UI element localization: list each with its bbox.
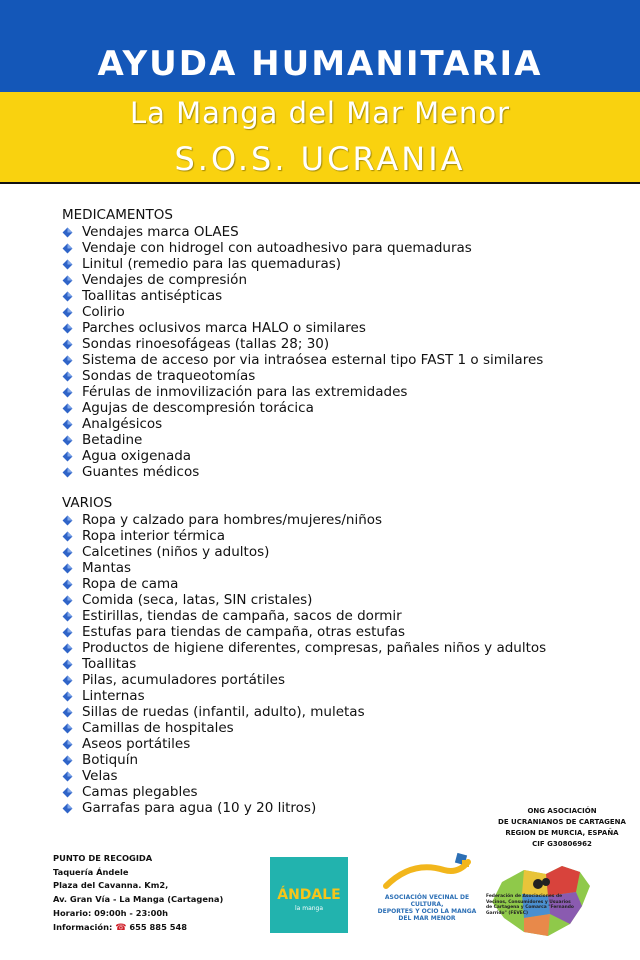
blue-diamond-icon	[62, 675, 73, 686]
blue-diamond-icon	[62, 275, 73, 286]
pickup-contact	[53, 921, 223, 936]
banner-divider	[0, 182, 640, 184]
blue-diamond-icon	[62, 803, 73, 814]
list-item-label: Ropa de cama	[82, 576, 179, 592]
medicamentos-list	[62, 224, 622, 480]
list-item-label: Productos de higiene diferentes, compresas, pañales niños y adultos	[82, 640, 547, 656]
list-item	[62, 656, 622, 672]
blue-diamond-icon	[62, 771, 73, 782]
blue-diamond-icon	[62, 435, 73, 446]
blue-diamond-icon	[62, 755, 73, 766]
asoc-line: DEPORTES Y OCIO LA MANGA	[377, 908, 477, 915]
list-item	[62, 528, 622, 544]
list-item	[62, 336, 622, 352]
list-item-label: Toallitas	[82, 656, 137, 672]
list-item	[62, 672, 622, 688]
list-item-label: Agujas de descompresión torácica	[82, 400, 314, 416]
blue-diamond-icon	[62, 419, 73, 430]
blue-diamond-icon	[62, 307, 73, 318]
list-item-label: Sondas de traqueotomías	[82, 368, 256, 384]
blue-diamond-icon	[62, 387, 73, 398]
list-item-label: Aseos portátiles	[82, 736, 191, 752]
list-item	[62, 224, 622, 240]
list-item-label: Estufas para tiendas de campaña, otras estufas	[82, 624, 406, 640]
list-item-label: Vendajes marca OLAES	[82, 224, 239, 240]
list-item-label: Botiquín	[82, 752, 138, 768]
blue-diamond-icon	[62, 627, 73, 638]
phone-icon: ☎	[115, 922, 127, 933]
blue-diamond-icon	[62, 355, 73, 366]
blue-diamond-icon	[62, 723, 73, 734]
list-item-label: Guantes médicos	[82, 464, 200, 480]
list-item-label: Ropa interior térmica	[82, 528, 225, 544]
blue-diamond-icon	[62, 467, 73, 478]
list-item-label: Colirio	[82, 304, 125, 320]
list-item	[62, 416, 622, 432]
andale-logo-name: ÁNDALE	[277, 887, 341, 903]
list-item	[62, 432, 622, 448]
blue-diamond-icon	[62, 339, 73, 350]
campaign-title: S.O.S. UCRANIA	[174, 140, 466, 178]
list-item-label: Pilas, acumuladores portátiles	[82, 672, 286, 688]
blue-diamond-icon	[62, 371, 73, 382]
varios-section	[62, 494, 622, 816]
page-subtitle: La Manga del Mar Menor	[129, 96, 511, 130]
list-item	[62, 608, 622, 624]
list-item	[62, 704, 622, 720]
list-item	[62, 304, 622, 320]
header-banner	[0, 0, 640, 184]
section-title: MEDICAMENTOS	[62, 207, 173, 223]
pickup-hours: Horario: 09:00h - 23:00h	[53, 907, 169, 918]
blue-diamond-icon	[62, 707, 73, 718]
list-item-label: Sistema de acceso por via intraósea esternal tipo FAST 1 o similares	[82, 352, 544, 368]
blue-diamond-icon	[62, 691, 73, 702]
list-item-label: Toallitas antisépticas	[82, 288, 223, 304]
list-item	[62, 592, 622, 608]
pickup-address: Av. Gran Vía - La Manga (Cartagena)	[53, 894, 224, 905]
list-item	[62, 688, 622, 704]
page-title: AYUDA HUMANITARIA	[97, 44, 543, 84]
blue-diamond-icon	[62, 515, 73, 526]
blue-diamond-icon	[62, 595, 73, 606]
list-item-label: Camillas de hospitales	[82, 720, 234, 736]
list-item-label: Parches oclusivos marca HALO o similares	[82, 320, 366, 336]
list-item	[62, 768, 622, 784]
list-item-label: Estirillas, tiendas de campaña, sacos de dormir	[82, 608, 402, 624]
list-item	[62, 784, 622, 800]
blue-diamond-icon	[62, 739, 73, 750]
blue-diamond-icon	[62, 787, 73, 798]
blue-diamond-icon	[62, 451, 73, 462]
list-item	[62, 400, 622, 416]
blue-diamond-icon	[62, 643, 73, 654]
list-item-label: Agua oxigenada	[82, 448, 192, 464]
list-item-label: Linternas	[82, 688, 145, 704]
list-item	[62, 576, 622, 592]
blue-diamond-icon	[62, 323, 73, 334]
blue-diamond-icon	[62, 547, 73, 558]
list-item	[62, 368, 622, 384]
phone-number[interactable]: 655 885 548	[129, 921, 188, 932]
list-item	[62, 384, 622, 400]
list-item	[62, 352, 622, 368]
list-item-label: Camas plegables	[82, 784, 198, 800]
list-item-label: Sillas de ruedas (infantil, adulto), muletas	[82, 704, 365, 720]
list-item	[62, 448, 622, 464]
org-line: REGION DE MURCIA, ESPAÑA	[505, 829, 619, 837]
list-item	[62, 640, 622, 656]
list-item	[62, 256, 622, 272]
list-item	[62, 272, 622, 288]
list-item	[62, 736, 622, 752]
fevec-logo-text: Federación de Asociaciones de Vecinos, Consumidores y Usuarios de Cartagena y Comarca "Fernando Garrido" (FEVEC)	[486, 894, 574, 916]
medicamentos-section	[62, 206, 622, 480]
fevec-logo	[484, 862, 600, 944]
blue-diamond-icon	[62, 227, 73, 238]
organization-info	[484, 806, 640, 850]
blue-diamond-icon	[62, 611, 73, 622]
list-item-label: Mantas	[82, 560, 132, 576]
blue-diamond-icon	[62, 291, 73, 302]
list-item-label: Velas	[82, 768, 118, 784]
blue-diamond-icon	[62, 579, 73, 590]
pickup-address: Plaza del Cavanna. Km2,	[53, 880, 169, 891]
blue-diamond-icon	[62, 403, 73, 414]
asoc-line: ASOCIACIÓN VECINAL DE CULTURA,	[384, 894, 470, 908]
list-item	[62, 464, 622, 480]
blue-diamond-icon	[62, 243, 73, 254]
section-title: VARIOS	[62, 495, 113, 511]
list-item	[62, 544, 622, 560]
blue-diamond-icon	[62, 259, 73, 270]
pickup-heading: PUNTO DE RECOGIDA	[53, 853, 153, 863]
asociacion-vecinal-logo	[372, 852, 482, 926]
list-item-label: Comida (seca, latas, SIN cristales)	[82, 592, 313, 608]
list-item-label: Garrafas para agua (10 y 20 litros)	[82, 800, 317, 816]
andale-logo-sub: la manga	[294, 905, 324, 912]
list-item	[62, 624, 622, 640]
blue-diamond-icon	[62, 531, 73, 542]
blue-diamond-icon	[62, 563, 73, 574]
andale-logo	[270, 857, 348, 933]
list-item	[62, 512, 622, 528]
list-item	[62, 560, 622, 576]
info-label: Información:	[53, 921, 113, 932]
list-item	[62, 240, 622, 256]
list-item	[62, 752, 622, 768]
list-item-label: Analgésicos	[82, 416, 163, 432]
org-line: DE UCRANIANOS DE CARTAGENA	[498, 818, 626, 826]
list-item-label: Calcetines (niños y adultos)	[82, 544, 270, 560]
list-item	[62, 720, 622, 736]
list-item	[62, 288, 622, 304]
asoc-line: DEL MAR MENOR	[398, 915, 456, 922]
list-item-label: Vendajes de compresión	[82, 272, 247, 288]
list-item-label: Linitul (remedio para las quemaduras)	[82, 256, 342, 272]
blue-diamond-icon	[62, 659, 73, 670]
list-item-label: Férulas de inmovilización para las extremidades	[82, 384, 408, 400]
list-item-label: Betadine	[82, 432, 143, 448]
list-item-label: Sondas rinoesofágeas (tallas 28; 30)	[82, 336, 330, 352]
pickup-info	[53, 852, 223, 935]
list-item-label: Ropa y calzado para hombres/mujeres/niños	[82, 512, 383, 528]
varios-list	[62, 512, 622, 816]
pickup-place: Taquería Ándele	[53, 866, 129, 877]
org-line: ONG ASOCIACIÓN	[527, 807, 597, 815]
wave-sun-icon	[372, 852, 482, 896]
list-item	[62, 320, 622, 336]
list-item-label: Vendaje con hidrogel con autoadhesivo para quemaduras	[82, 240, 472, 256]
org-line: CIF G30806962	[532, 840, 592, 848]
